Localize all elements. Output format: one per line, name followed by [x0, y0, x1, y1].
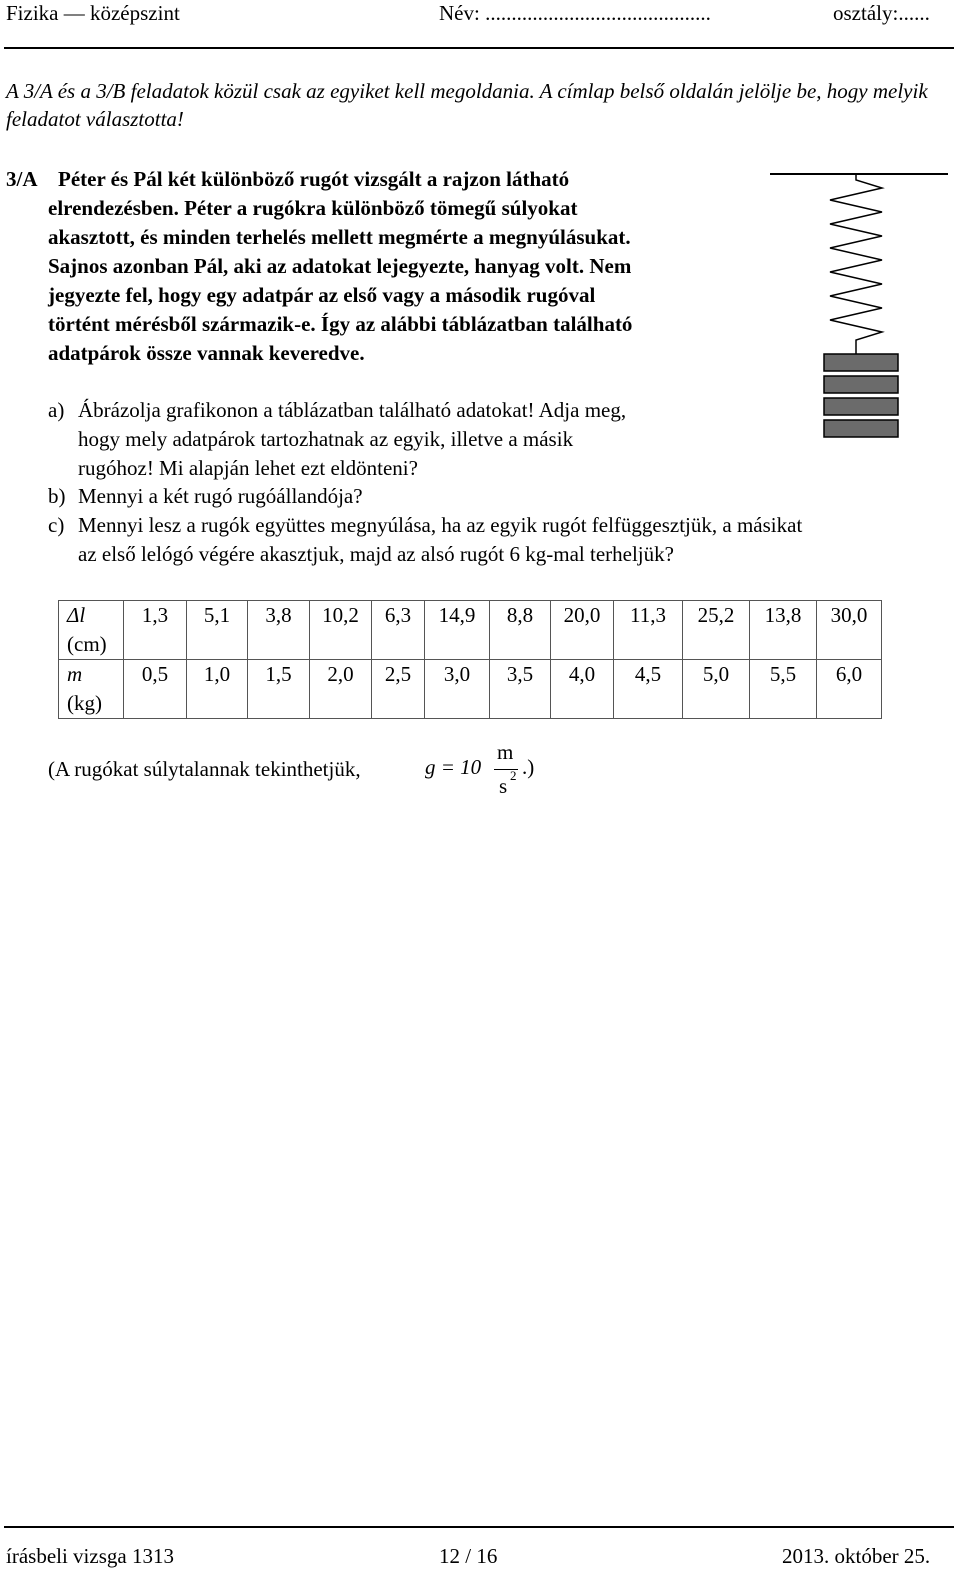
question-line: Mennyi a két rugó rugóállandója? [78, 484, 363, 508]
table-cell: 1,0 [187, 660, 248, 719]
question-letter: b) [48, 484, 66, 508]
table-cell: 2,5 [372, 660, 425, 719]
table-cell: 8,8 [490, 601, 551, 660]
spring-figure [770, 166, 950, 446]
problem-line: történt mérésből származik-e. Így az alábbi táblázatban található [48, 312, 633, 336]
spring-coil [830, 174, 882, 354]
question-line: hogy mely adatpárok tartozhatnak az egyik, illetve a másik [78, 427, 574, 451]
header-class-field: osztály:...... [833, 1, 930, 25]
row-unit: (kg) [67, 691, 102, 715]
table-cell: 1,5 [248, 660, 310, 719]
question-a [48, 396, 748, 486]
table-cell: 20,0 [551, 601, 614, 660]
question-c [48, 511, 948, 571]
table-cell: 25,2 [683, 601, 750, 660]
footer-exam-code: írásbeli vizsga 1313 [6, 1544, 174, 1568]
problem-number: 3/A [6, 167, 38, 191]
fraction-exponent: 2 [510, 768, 517, 783]
table-cell: 4,0 [551, 660, 614, 719]
table-cell: 5,1 [187, 601, 248, 660]
table-cell: 6,0 [817, 660, 882, 719]
problem-line: Sajnos azonban Pál, aki az adatokat lejegyezte, hanyag volt. Nem [48, 254, 632, 278]
table-cell: 3,0 [425, 660, 490, 719]
row-symbol: Δl [67, 603, 86, 627]
table-cell: 30,0 [817, 601, 882, 660]
weight-block [824, 398, 898, 415]
problem-text [48, 165, 760, 368]
question-line: Ábrázolja grafikonon a táblázatban található adatokat! Adja meg, [78, 398, 627, 422]
table-row [59, 601, 882, 660]
question-b [48, 482, 748, 512]
table-cell: 11,3 [614, 601, 683, 660]
problem-line: Péter és Pál két különböző rugót vizsgált a rajzon látható [58, 167, 570, 191]
measurement-table [58, 600, 882, 719]
problem-line: akasztott, és minden terhelés mellett megmérte a megnyúlásukat. [48, 225, 631, 249]
table-cell: 4,5 [614, 660, 683, 719]
note-suffix: .) [522, 755, 535, 779]
table-row [59, 660, 882, 719]
header-subject: Fizika — középszint [6, 1, 180, 25]
row-symbol: m [67, 662, 83, 686]
header-name-field: Név: ........................................... [439, 1, 711, 25]
table-cell: 3,5 [490, 660, 551, 719]
table-row-label [59, 601, 124, 660]
table-cell: 14,9 [425, 601, 490, 660]
weight-block [824, 420, 898, 437]
question-letter: a) [48, 398, 65, 422]
table-cell: 10,2 [310, 601, 372, 660]
question-line: rugóhoz! Mi alapján lehet ezt eldönteni? [78, 456, 418, 480]
question-letter: c) [48, 513, 65, 537]
weight-block [824, 376, 898, 393]
table-row-label [59, 660, 124, 719]
note-prefix: (A rugókat súlytalannak tekinthetjük, [48, 757, 361, 781]
table-cell: 2,0 [310, 660, 372, 719]
gravity-note [48, 755, 361, 783]
intro-instruction: A 3/A és a 3/B feladatok közül csak az egyiket kell megoldania. A címlap belső oldalán jelölje be, hogy melyik feladatot választotta! [6, 79, 928, 131]
table-cell: 3,8 [248, 601, 310, 660]
table-cell: 1,3 [124, 601, 187, 660]
fraction-numerator: m [497, 740, 514, 764]
problem-line: elrendezésben. Péter a rugókra különböző tömegű súlyokat [48, 196, 578, 220]
formula-lhs: g = 10 [425, 755, 482, 779]
footer-page-number: 12 / 16 [439, 1544, 498, 1568]
footer-rule [4, 1526, 954, 1528]
question-line: Mennyi lesz a rugók együttes megnyúlása, ha az egyik rugót felfüggesztjük, a másikat [78, 513, 803, 537]
question-line: az első lelógó végére akasztjuk, majd az alsó rugót 6 kg-mal terheljük? [78, 542, 674, 566]
table-cell: 13,8 [750, 601, 817, 660]
table-cell: 5,5 [750, 660, 817, 719]
problem-line: adatpárok össze vannak keveredve. [48, 341, 365, 365]
table-cell: 6,3 [372, 601, 425, 660]
problem-line: jegyezte fel, hogy egy adatpár az első vagy a második rugóval [48, 283, 596, 307]
weight-block [824, 354, 898, 371]
footer-date: 2013. október 25. [782, 1544, 931, 1568]
row-unit: (cm) [67, 632, 107, 656]
header-rule [4, 47, 954, 49]
fraction-denominator: s [499, 774, 508, 798]
table-cell: 0,5 [124, 660, 187, 719]
table-cell: 5,0 [683, 660, 750, 719]
